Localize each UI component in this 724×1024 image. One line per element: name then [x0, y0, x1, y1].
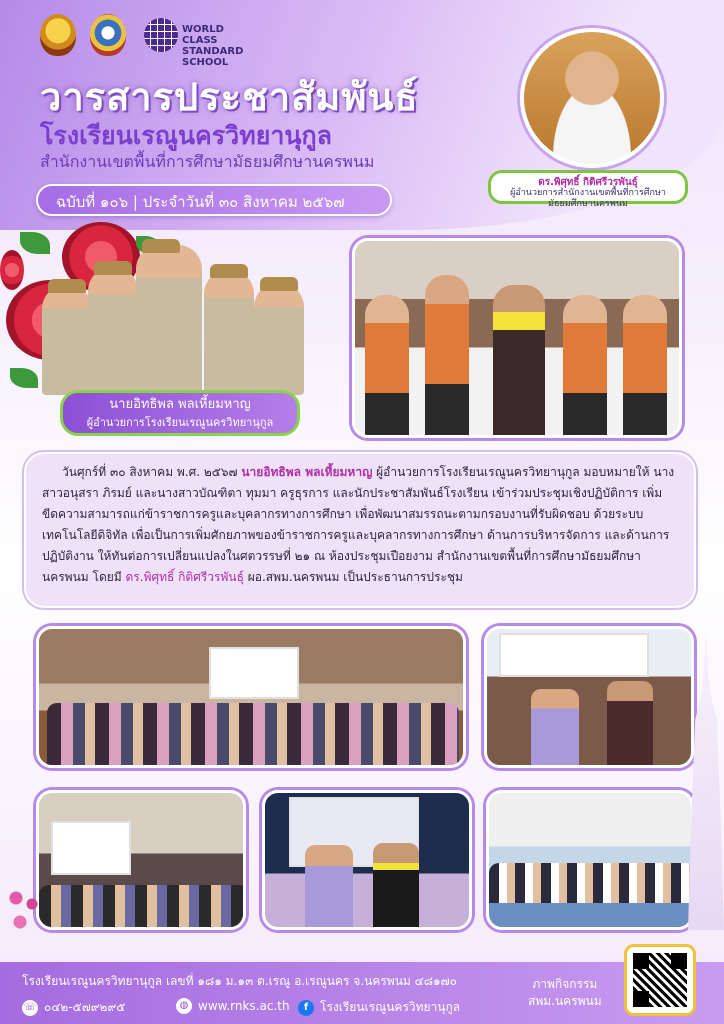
person-figure — [425, 275, 469, 435]
person-figure — [563, 295, 607, 435]
website-url: www.rnks.ac.th — [198, 999, 290, 1013]
director-title-line2: มัธยมศึกษานครพนม — [548, 199, 628, 209]
projector-screen — [209, 647, 299, 699]
leaf-decoration — [10, 368, 38, 388]
person-figure — [365, 295, 409, 435]
gallery-photo-two-women — [262, 790, 472, 930]
website-link[interactable] — [176, 998, 290, 1014]
qr-code[interactable] — [624, 944, 696, 1016]
rose-decoration — [0, 250, 24, 290]
person-figure — [305, 845, 353, 930]
people-row — [47, 703, 459, 768]
obec-emblem-icon — [90, 14, 126, 56]
article-text: ผอ.สพม.นครพนม เป็นประธานการประชุม — [243, 570, 463, 584]
officer-figure — [88, 267, 138, 395]
officer-figure — [254, 283, 304, 395]
article-text: วันศุกร์ที่ ๓๐ สิงหาคม พ.ศ. ๒๕๖๗ — [62, 465, 242, 479]
activity-label — [528, 976, 602, 1010]
officer-figure — [204, 270, 254, 395]
facebook-link[interactable] — [298, 998, 460, 1017]
article-principal-name: นายอิทธิพล พลเหี้ยมหาญ — [241, 465, 373, 479]
director-name: ดร.พิศุทธิ์ กิติศรีวรพันธุ์ — [538, 177, 638, 188]
office-name: สำนักงานเขตพื้นที่การศึกษามัธยมศึกษานครพนม — [40, 152, 375, 171]
gallery-photo-hall — [486, 790, 694, 930]
issue-badge: ฉบับที่ ๑๐๖ | ประจำวันที่ ๓๐ สิงหาคม ๒๕๖๗ — [36, 184, 392, 216]
person-figure — [607, 681, 653, 768]
person-figure — [623, 295, 667, 435]
audience-row — [39, 885, 246, 930]
phone-icon: ☏ — [22, 1000, 38, 1016]
school-emblem-icon — [40, 14, 76, 56]
article-body — [24, 452, 696, 608]
facebook-page: โรงเรียนเรณูนครวิทยานุกูล — [320, 1000, 461, 1014]
activity-line2: สพม.นครพนม — [528, 994, 602, 1008]
facebook-icon: f — [298, 1000, 314, 1016]
officers-group-photo — [40, 235, 316, 395]
projector-screen — [51, 821, 131, 875]
director-caption — [488, 170, 688, 209]
principal-caption — [60, 390, 300, 436]
phone-contact[interactable] — [22, 998, 125, 1017]
school-address: โรงเรียนเรณูนครวิทยานุกูล เลขที่ ๑๘๑ ม.๑๓ ต.เรณู อ.เรณูนคร จ.นครพนม ๔๘๑๗๐ — [22, 974, 457, 988]
director-portrait — [520, 28, 664, 168]
officer-figure — [136, 245, 202, 395]
world-class-globe-icon — [144, 18, 178, 52]
person-figure — [531, 689, 579, 768]
gallery-photo-audience — [36, 790, 246, 930]
principal-title: ผู้อำนวยการโรงเรียนเรณูนครวิทยานุกูล — [86, 416, 274, 429]
gallery-photo-group — [36, 626, 466, 768]
globe-icon: ◍ — [176, 998, 192, 1014]
qr-code-icon — [633, 953, 687, 1007]
director-title-line1: ผู้อำนวยการสำนักงานเขตพื้นที่การศึกษา — [510, 188, 666, 198]
principal-name: นายอิทธิพล พลเหี้ยมหาญ — [109, 397, 251, 412]
article-text: ผู้อำนวยการโรงเรียนเรณูนครวิทยานุกูล มอบหมายให้ นางสาวอนุสรา ภิรมย์ และนางสาวบัณฑิตา ทุมมา ครูธุรการ และนักประชาสัมพันธ์โรงเรียน เข้าร่วมประชุมเชิงปฏิบัติการ เพิ่มขีดความสามารถแก่ข้าราชการครูและบุคลากรทางการศึกษา เพื่อพัฒนาสมรรถนะตามกรอบงานที่รับผิดชอบ ด้วยระบบเทคโนโลยีดิจิทัล เพื่อเป็นการเพิ่มศักยภาพของข้าราชการครูและบุคลากรทางการศึกษา ด้านการบริหารจัดการ และด้านการปฏิบัติงาน ให้ทันต่อการเปลี่ยนแปลงในศตวรรษที่ ๒๑ ณ ห้องประชุมเปือยงาม สำนักงานเขตพื้นที่การศึกษามัธยมศึกษานครพนม โดยมี — [42, 465, 675, 584]
officer-figure — [42, 285, 92, 395]
audience-row — [489, 863, 694, 903]
article-director-name: ดร.พิศุทธิ์ กิติศรีวรพันธุ์ — [125, 570, 244, 584]
person-figure — [373, 843, 419, 930]
school-name: โรงเรียนเรณูนครวิทยานุกูล — [40, 121, 332, 150]
activity-line1: ภาพกิจกรรม — [532, 977, 598, 991]
projector-screen — [499, 633, 649, 677]
phone-number: ๐๔๒-๕๗๙๒๙๕ — [44, 1000, 126, 1014]
world-class-logo-text: WORLD CLASS STANDARD SCHOOL — [182, 24, 244, 68]
newsletter-title: วารสารประชาสัมพันธ์ — [40, 75, 419, 119]
meeting-group-photo — [352, 238, 682, 438]
flower-decoration — [4, 880, 44, 940]
gallery-photo-certificate — [484, 626, 694, 768]
person-figure — [493, 285, 545, 435]
